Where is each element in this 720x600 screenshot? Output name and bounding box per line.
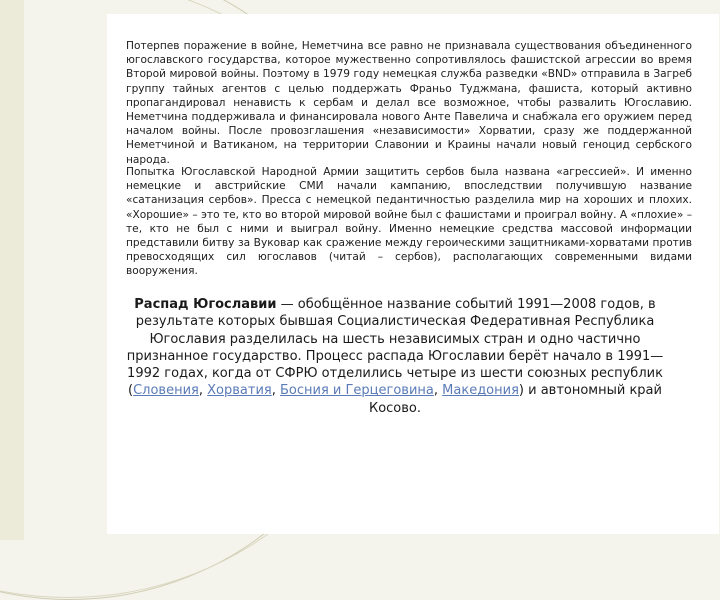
link-separator: , xyxy=(198,383,208,399)
summary-text-before-links: — обобщённое название событий 1991—2008 годов, в результате которых бывшая Социалистическая Федеративная Республика Югославия разделилась на шесть независимых стран и одно частично признанное государство. Процесс распада Югославии берёт начало в 1991—1992 годах, когда от СФРЮ отделились четыре из шести союзных республик ( xyxy=(126,297,664,399)
link-croatia[interactable]: Хорватия xyxy=(207,383,272,399)
paragraph-satanization: Попытка Югославской Народной Армии защитить сербов была названа «агрессией». И именно немецкие и австрийские СМИ начали кампанию, впоследствии получившую название «сатанизация сербов». Пресса с немецкой педантичностью разделила мир на хороших и плохих. «Хорошие» – это те, кто во второй мировой войне был с фашистами и проиграл войну. А «плохие» – те, кто не был с ними и выиграл войну. Именно немецкие средства массовой информации представили битву за Вуковар как сражение между героическими защитниками-хорватами против превосходящих сил югославов (читай – сербов), располагающих современными видами вооружения. xyxy=(126,166,692,278)
link-separator: , xyxy=(271,383,280,399)
link-macedonia[interactable]: Македония xyxy=(442,383,519,399)
summary-term: Распад Югославии xyxy=(134,297,277,312)
link-slovenia[interactable]: Словения xyxy=(133,383,199,399)
link-bosnia-herzegovina[interactable]: Босния и Герцеговина xyxy=(280,383,434,399)
summary-text-after-links: ) и автономный край Косово. xyxy=(368,383,662,416)
document-page xyxy=(107,14,719,534)
summary-paragraph xyxy=(125,296,665,417)
paragraph-neметчина-history: Потерпев поражение в войне, Неметчина все равно не признавала существования объединенного югославского государства, которое мужественно сопротивлялось фашистской агрессии во время Второй мировой войны. Поэтому в 1979 году немецкая служба разведки «BND» отправила в Загреб группу тайных агентов с целью поддержать Франьо Туджмана, фашиста, который активно пропагандировал ненависть к сербам и делал все возможное, чтобы развалить Югославию. Неметчина поддерживала и финансировала нового Анте Павелича и снабжала его оружием перед началом войны. После провозглашения «независимости» Хорватии, сразу же поддержанной Неметчиной и Ватиканом, на территории Славонии и Краины начали новый геноцид сербского народа. xyxy=(126,40,692,166)
link-separator: , xyxy=(433,383,443,399)
